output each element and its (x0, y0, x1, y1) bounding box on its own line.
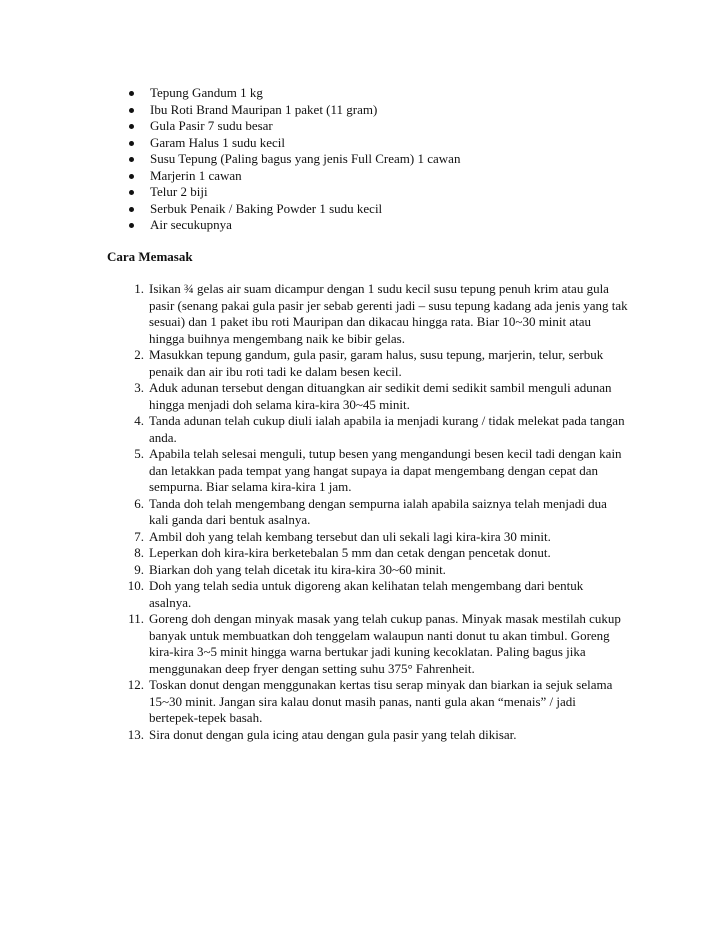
ingredients-list (108, 85, 668, 234)
method-heading: Cara Memasak (107, 249, 193, 264)
ingredient-item (108, 135, 668, 152)
ingredient-item (108, 168, 668, 185)
ingredient-text: Telur 2 biji (150, 184, 208, 199)
step-number: 8. (134, 545, 144, 560)
step-number: 12. (127, 677, 144, 692)
step-text: Isikan ¾ gelas air suam dicampur dengan 1 sudu kecil susu tepung penuh krim atau gula pasir (senang pakai gula pasir jer sebab gerenti jadi – susu tepung kadang ada jenis yang tak sesuai) dan 1 paket ibu roti Mauripan dan dikacau hingga rata. Biar 10~30 minit atau hingga buihnya mengembang naik ke bibir gelas. (149, 281, 628, 346)
step-text: Tanda doh telah mengembang dengan sempurna ialah apabila saiznya telah menjadi dua kali ganda dari bentuk asalnya. (149, 495, 607, 527)
ingredient-item (108, 217, 668, 234)
bullet-icon (129, 190, 134, 195)
step-number: 2. (134, 347, 144, 362)
step-item (108, 347, 628, 380)
bullet-icon (129, 157, 134, 162)
step-item (108, 545, 628, 562)
step-item (108, 578, 628, 611)
step-text: Apabila telah selesai menguli, tutup besen yang mengandungi besen kecil tadi dengan kain dan letakkan pada tempat yang hangat supaya ia dapat mengembang dengan cepat dan sempurna. Biar selama kira-kira 1 jam. (149, 446, 622, 494)
ingredient-item (108, 201, 668, 218)
ingredient-item (108, 85, 668, 102)
step-item (108, 496, 628, 529)
bullet-icon (129, 108, 134, 113)
step-number: 6. (134, 495, 144, 511)
step-text: Toskan donut dengan menggunakan kertas tisu serap minyak dan biarkan ia sejuk selama 15~30 minit. Jangan sira kalau donut masih panas, nanti gula akan “menais” / jadi bertepek-tepek basah. (149, 677, 613, 725)
step-text: Biarkan doh yang telah dicetak itu kira-kira 30~60 minit. (149, 561, 446, 577)
ingredient-item (108, 118, 668, 135)
ingredient-item (108, 102, 668, 119)
step-number: 5. (134, 446, 144, 461)
step-item (108, 611, 628, 677)
step-text: Doh yang telah sedia untuk digoreng akan kelihatan telah mengembang dari bentuk asalnya. (149, 578, 584, 610)
ingredient-text: Ibu Roti Brand Mauripan 1 paket (11 gram) (150, 101, 378, 117)
bullet-icon (129, 91, 134, 96)
bullet-icon (129, 207, 134, 212)
step-text: Ambil doh yang telah kembang tersebut dan uli sekali lagi kira-kira 30 minit. (149, 528, 551, 544)
ingredient-text: Garam Halus 1 sudu kecil (150, 134, 286, 150)
step-number: 10. (127, 578, 144, 593)
ingredient-item (108, 151, 668, 168)
step-item (108, 380, 628, 413)
step-text: Tanda adunan telah cukup diuli ialah apabila ia menjadi kurang / tidak melekat pada tangan anda. (149, 413, 625, 445)
step-item (108, 413, 628, 446)
step-item (108, 677, 628, 727)
ingredient-text: Serbuk Penaik / Baking Powder 1 sudu kecil (150, 200, 383, 216)
bullet-icon (129, 223, 134, 228)
step-item (108, 281, 628, 347)
step-number: 13. (127, 726, 144, 742)
bullet-icon (129, 174, 134, 179)
step-text: Aduk adunan tersebut dengan dituangkan air sedikit demi sedikit sambil menguli adunan hingga menjadi doh selama kira-kira 30~45 minit. (149, 380, 612, 412)
step-number: 1. (134, 281, 144, 296)
bullet-icon (129, 124, 134, 129)
step-item (108, 562, 628, 579)
step-text: Sira donut dengan gula icing atau dengan gula pasir yang telah dikisar. (149, 726, 517, 742)
step-number: 4. (134, 413, 144, 428)
ingredient-text: Marjerin 1 cawan (150, 167, 242, 183)
step-number: 7. (134, 528, 144, 544)
step-number: 9. (134, 561, 144, 577)
steps-list (108, 281, 628, 743)
ingredient-text: Susu Tepung (Paling bagus yang jenis Full Cream) 1 cawan (150, 151, 461, 166)
step-item (108, 529, 628, 546)
step-text: Leperkan doh kira-kira berketebalan 5 mm dan cetak dengan pencetak donut. (149, 545, 551, 560)
step-text: Masukkan tepung gandum, gula pasir, garam halus, susu tepung, marjerin, telur, serbuk penaik dan air ibu roti tadi ke dalam besen kecil. (149, 347, 604, 379)
step-number: 11. (128, 611, 144, 626)
step-text: Goreng doh dengan minyak masak yang telah cukup panas. Minyak masak mestilah cukup banyak untuk membuatkan doh tenggelam walaupun nanti donut tu akan timbul. Goreng kira-kira 3~5 minit hingga warna bertukar jadi kuning kecoklatan. Paling bagus jika menggunakan deep fryer dengan setting suhu 375° Fahrenheit. (149, 611, 621, 676)
ingredient-text: Air secukupnya (150, 217, 232, 232)
ingredient-item (108, 184, 668, 201)
ingredient-text: Gula Pasir 7 sudu besar (150, 118, 273, 133)
step-item (108, 727, 628, 744)
step-number: 3. (134, 380, 144, 395)
bullet-icon (129, 141, 134, 146)
step-item (108, 446, 628, 496)
ingredient-text: Tepung Gandum 1 kg (150, 85, 263, 100)
